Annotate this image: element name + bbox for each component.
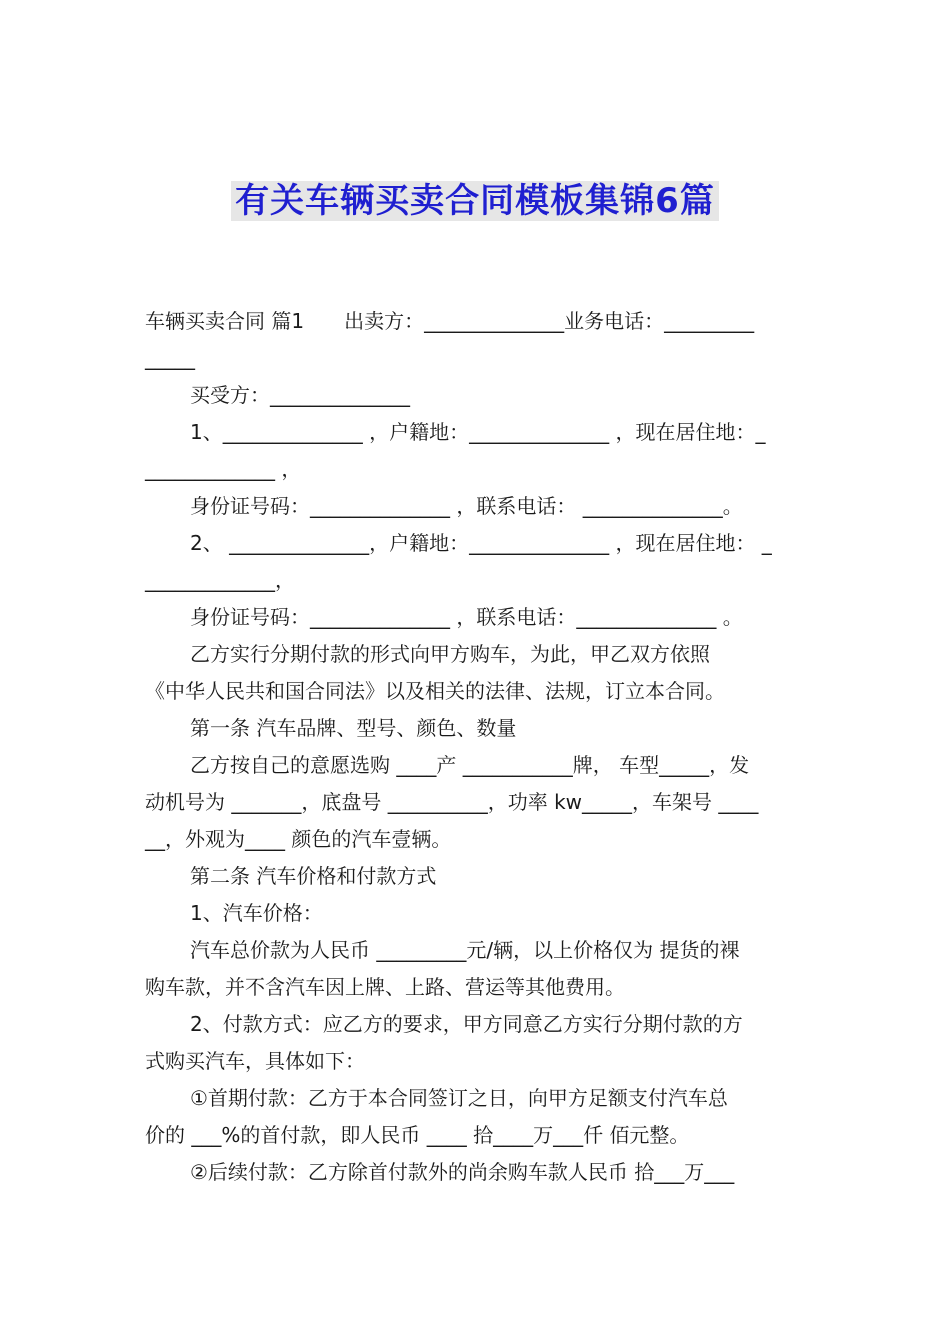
text-line: 式购买汽车，具体如下： [145,1049,365,1073]
text-line: 乙方按自己的意愿选购 ____产 ___________牌， 车型_____，发 [190,753,750,777]
text-line: 《中华人民共和国合同法》以及相关的法律、法规，订立本合同。 [145,679,725,703]
text-line: 身份证号码：______________ ，联系电话： ______________。 [190,494,743,518]
text-line: ②后续付款：乙方除首付款外的尚余购车款人民币 拾___万___ [190,1160,735,1184]
text-line: 2、付款方式：应乙方的要求，甲方同意乙方实行分期付款的方 [190,1012,743,1036]
section-heading: 第一条 汽车品牌、型号、颜色、数量 [190,716,517,740]
text-line: ①首期付款：乙方于本合同签订之日，向甲方足额支付汽车总 [190,1086,728,1110]
text-line: 身份证号码：______________ ，联系电话：______________ 。 [190,605,743,629]
text-line: 动机号为 _______，底盘号 __________，功率 kw_____，车架号 ____ [145,790,759,814]
document-body [145,303,807,1191]
text-line: 1、______________ ，户籍地：______________ ，现在居住地：_ [190,420,766,444]
text-line: 乙方实行分期付款的形式向甲方购车，为此，甲乙双方依照 [190,642,710,666]
contract-heading-line: 车辆买卖合同 篇1 出卖方：______________业务电话：_________ [145,309,755,333]
text-line: _____ [145,346,195,370]
document-title [0,176,950,226]
text-line: 1、汽车价格： [190,901,323,925]
text-line: 2、 ______________，户籍地：______________ ，现在居住地： _ [190,531,772,555]
text-line: 买受方：______________ [190,383,410,407]
text-line: _____________ ， [145,457,302,481]
text-line: 价的 ___%的首付款，即人民币 ____ 拾____万___仟 佰元整。 [145,1123,690,1147]
document-title-text: 有关车辆买卖合同模板集锦6篇 [231,181,719,221]
text-line: 汽车总价款为人民币 _________元/辆，以上价格仅为 提货的裸 [190,938,740,962]
text-line: 购车款，并不含汽车因上牌、上路、营运等其他费用。 [145,975,625,999]
text-line: _____________， [145,568,295,592]
text-line: __，外观为____ 颜色的汽车壹辆。 [145,827,452,851]
section-heading: 第二条 汽车价格和付款方式 [190,864,437,888]
